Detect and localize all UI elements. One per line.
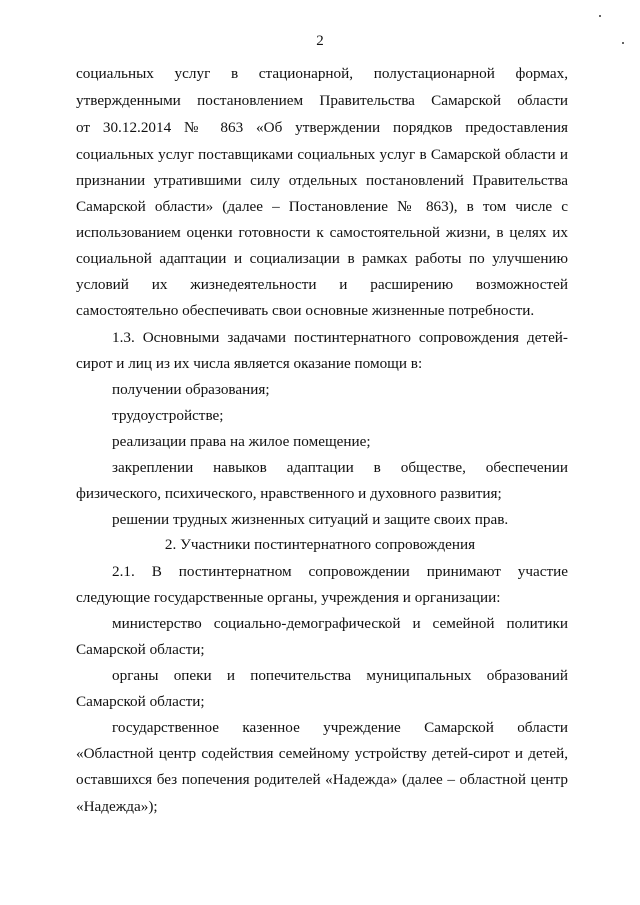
text-line: оставшихся без попечения родителей «Надежда» (далее – областной центр [76,771,568,788]
list-item: государственное казенное учреждение Самарской области [112,719,568,736]
text-line: следующие государственные органы, учреждения и организации: [76,589,501,606]
text-line: признании утратившими силу отдельных постановлений Правительства [76,172,568,189]
list-item: министерство социально-демографической и семейной политики [112,615,568,632]
text-line: самостоятельно обеспечивать свои основные жизненные потребности. [76,302,535,319]
text-line: от 30.12.2014 № 863 «Об утверждении порядков предоставления [76,119,568,136]
list-item: реализации права на жилое помещение; [112,433,371,450]
text-line: сирот и лиц из их числа является оказание помощи в: [76,355,423,372]
list-item: органы опеки и попечительства муниципальных образований [112,667,568,684]
list-item: решении трудных жизненных ситуаций и защите своих прав. [112,511,509,528]
text-line: социальных услуг в стационарной, полустационарной формах, [76,65,568,82]
list-item: получении образования; [112,381,270,398]
text-line: «Надежда»); [76,798,158,815]
page-number: 2 [316,33,324,49]
text-line: Самарской области» (далее – Постановление № 863), в том числе с [76,198,568,215]
text-line: утвержденными постановлением Правительства Самарской области [76,92,568,109]
scan-speck [599,15,601,17]
text-line: физического, психического, нравственного и духовного развития; [76,485,502,502]
list-item: трудоустройстве; [112,407,224,424]
text-line: социальных услуг поставщиками социальных услуг в Самарской области и [76,146,568,163]
text-line: «Областной центр содействия семейному устройству детей-сирот и детей, [76,745,568,762]
text-line: использованием оценки готовности к самостоятельной жизни, в целях их [76,224,568,241]
scan-speck [622,42,624,44]
text-line: социальной адаптации и социализации в рамках работы по улучшению [76,250,568,267]
paragraph-2-1: 2.1. В постинтернатном сопровождении принимают участие [112,563,568,580]
list-item: закреплении навыков адаптации в обществе, обеспечении [112,459,568,476]
text-line: Самарской области; [76,641,205,658]
paragraph-1-3: 1.3. Основными задачами постинтернатного сопровождения детей- [112,329,568,346]
text-line: условий их жизнедеятельности и расширению возможностей [76,276,568,293]
text-line: Самарской области; [76,693,205,710]
section-heading: 2. Участники постинтернатного сопровождения [164,536,476,553]
